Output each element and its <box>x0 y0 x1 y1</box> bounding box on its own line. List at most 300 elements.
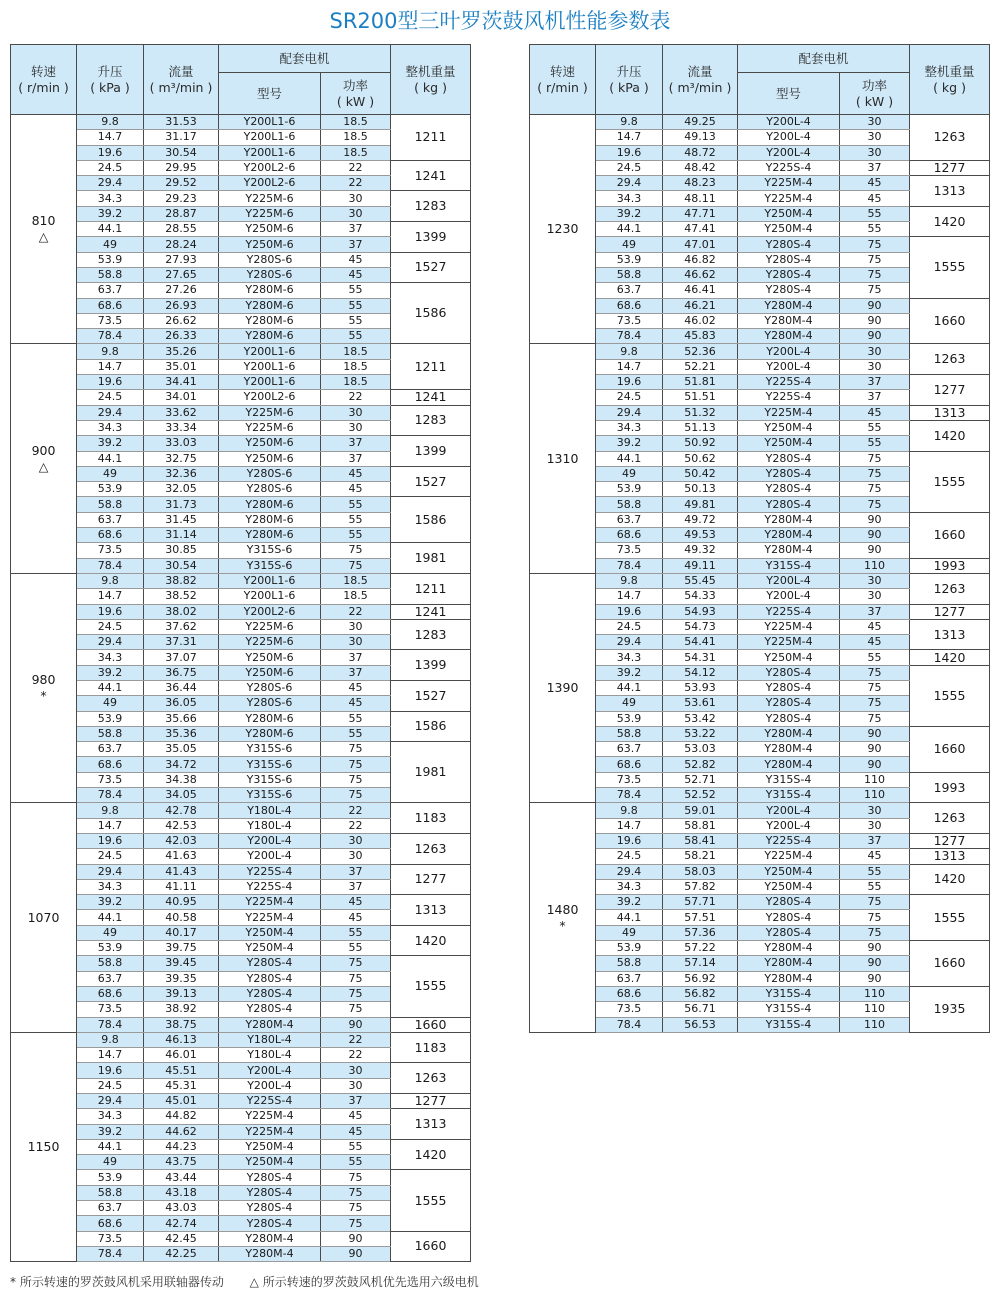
weight-cell: 1586 <box>391 283 471 344</box>
flow-cell: 36.05 <box>144 696 219 711</box>
weight-cell: 1420 <box>391 1139 471 1170</box>
flow-cell: 50.42 <box>663 466 738 481</box>
power-cell: 55 <box>321 726 391 741</box>
power-cell: 90 <box>840 726 910 741</box>
model-cell: Y280S-4 <box>738 237 840 252</box>
model-cell: Y200L-4 <box>738 359 840 374</box>
model-cell: Y225S-4 <box>219 879 321 894</box>
flow-cell: 30.85 <box>144 543 219 558</box>
flow-cell: 57.82 <box>663 879 738 894</box>
table-row <box>11 191 471 206</box>
pressure-cell: 58.8 <box>77 726 144 741</box>
power-cell: 75 <box>840 451 910 466</box>
power-cell: 22 <box>321 176 391 191</box>
table-row <box>530 298 990 313</box>
power-cell: 45 <box>321 680 391 695</box>
pressure-cell: 19.6 <box>77 375 144 390</box>
pressure-cell: 73.5 <box>596 1002 663 1017</box>
power-cell: 90 <box>840 298 910 313</box>
pressure-cell: 14.7 <box>77 1048 144 1063</box>
pressure-cell: 49 <box>596 925 663 940</box>
flow-cell: 29.95 <box>144 160 219 175</box>
pressure-cell: 9.8 <box>77 573 144 588</box>
pressure-cell: 53.9 <box>596 482 663 497</box>
flow-cell: 37.62 <box>144 619 219 634</box>
pressure-cell: 34.3 <box>77 420 144 435</box>
model-cell: Y280M-4 <box>738 329 840 344</box>
table-row <box>11 405 471 420</box>
model-cell: Y280S-4 <box>738 696 840 711</box>
pressure-cell: 44.1 <box>77 680 144 695</box>
table-row <box>11 680 471 695</box>
weight-cell: 1277 <box>910 375 990 406</box>
power-cell: 30 <box>321 833 391 848</box>
power-cell: 90 <box>840 941 910 956</box>
weight-cell: 1660 <box>391 1017 471 1032</box>
pressure-cell: 39.2 <box>596 436 663 451</box>
pressure-cell: 19.6 <box>596 833 663 848</box>
pressure-cell: 73.5 <box>596 772 663 787</box>
model-cell: Y280S-4 <box>738 497 840 512</box>
model-cell: Y280M-4 <box>738 956 840 971</box>
table-row <box>530 604 990 619</box>
flow-cell: 28.87 <box>144 206 219 221</box>
power-cell: 90 <box>840 971 910 986</box>
model-cell: Y280M-4 <box>738 528 840 543</box>
weight-cell: 1263 <box>391 1063 471 1094</box>
header-model: 型号 <box>738 73 840 115</box>
power-cell: 90 <box>840 757 910 772</box>
pressure-cell: 29.4 <box>77 864 144 879</box>
model-cell: Y280M-4 <box>738 512 840 527</box>
flow-cell: 52.82 <box>663 757 738 772</box>
table-row <box>530 726 990 741</box>
pressure-cell: 78.4 <box>77 1017 144 1032</box>
model-cell: Y200L-4 <box>738 145 840 160</box>
pressure-cell: 44.1 <box>77 910 144 925</box>
flow-cell: 35.26 <box>144 344 219 359</box>
power-cell: 22 <box>321 160 391 175</box>
model-cell: Y200L1-6 <box>219 130 321 145</box>
model-cell: Y280M-6 <box>219 497 321 512</box>
flow-cell: 34.41 <box>144 375 219 390</box>
power-cell: 110 <box>840 788 910 803</box>
flow-cell: 56.82 <box>663 986 738 1001</box>
header-power: 功率 ( kW ) <box>321 73 391 115</box>
pressure-cell: 68.6 <box>596 757 663 772</box>
flow-cell: 42.25 <box>144 1246 219 1261</box>
weight-cell: 1399 <box>391 222 471 253</box>
speed-cell: 810 △ <box>11 115 77 344</box>
model-cell: Y280S-4 <box>219 971 321 986</box>
power-cell: 30 <box>321 405 391 420</box>
power-cell: 90 <box>840 543 910 558</box>
power-cell: 75 <box>840 910 910 925</box>
pressure-cell: 39.2 <box>77 206 144 221</box>
pressure-cell: 44.1 <box>77 1139 144 1154</box>
pressure-cell: 24.5 <box>77 160 144 175</box>
pressure-cell: 39.2 <box>596 206 663 221</box>
flow-cell: 43.03 <box>144 1201 219 1216</box>
flow-cell: 44.82 <box>144 1109 219 1124</box>
model-cell: Y225M-6 <box>219 420 321 435</box>
power-cell: 75 <box>321 1170 391 1185</box>
flow-cell: 48.11 <box>663 191 738 206</box>
flow-cell: 30.54 <box>144 145 219 160</box>
pressure-cell: 39.2 <box>596 895 663 910</box>
model-cell: Y250M-4 <box>738 879 840 894</box>
weight-cell: 1277 <box>910 604 990 619</box>
power-cell: 37 <box>321 650 391 665</box>
table-row <box>11 1063 471 1078</box>
model-cell: Y200L-4 <box>219 833 321 848</box>
model-cell: Y280S-4 <box>738 895 840 910</box>
power-cell: 90 <box>321 1246 391 1261</box>
flow-cell: 58.41 <box>663 833 738 848</box>
power-cell: 110 <box>840 986 910 1001</box>
power-cell: 30 <box>321 619 391 634</box>
table-row <box>11 956 471 971</box>
model-cell: Y280M-4 <box>738 971 840 986</box>
table-row <box>11 115 471 130</box>
table-row <box>11 895 471 910</box>
model-cell: Y200L-4 <box>738 344 840 359</box>
power-cell: 110 <box>840 1017 910 1032</box>
model-cell: Y280S-6 <box>219 680 321 695</box>
model-cell: Y280S-6 <box>219 466 321 481</box>
pressure-cell: 29.4 <box>77 1094 144 1109</box>
flow-cell: 54.33 <box>663 589 738 604</box>
model-cell: Y250M-4 <box>738 222 840 237</box>
model-cell: Y200L1-6 <box>219 573 321 588</box>
pressure-cell: 24.5 <box>77 849 144 864</box>
flow-cell: 46.82 <box>663 252 738 267</box>
model-cell: Y225S-4 <box>219 1094 321 1109</box>
pressure-cell: 29.4 <box>596 864 663 879</box>
model-cell: Y250M-4 <box>219 925 321 940</box>
power-cell: 55 <box>840 206 910 221</box>
model-cell: Y200L-4 <box>738 818 840 833</box>
model-cell: Y200L-4 <box>738 573 840 588</box>
power-cell: 37 <box>321 451 391 466</box>
model-cell: Y250M-4 <box>738 420 840 435</box>
flow-cell: 40.58 <box>144 910 219 925</box>
flow-cell: 40.95 <box>144 895 219 910</box>
model-cell: Y200L1-6 <box>219 145 321 160</box>
model-cell: Y315S-6 <box>219 543 321 558</box>
pressure-cell: 78.4 <box>77 788 144 803</box>
table-row <box>11 1017 471 1032</box>
power-cell: 30 <box>321 1063 391 1078</box>
weight-cell: 1241 <box>391 390 471 405</box>
speed-cell: 980 * <box>11 573 77 802</box>
power-cell: 75 <box>321 772 391 787</box>
flow-cell: 49.13 <box>663 130 738 145</box>
weight-cell: 1277 <box>391 864 471 895</box>
flow-cell: 27.65 <box>144 267 219 282</box>
power-cell: 75 <box>321 742 391 757</box>
pressure-cell: 73.5 <box>596 543 663 558</box>
pressure-cell: 49 <box>596 696 663 711</box>
flow-cell: 28.24 <box>144 237 219 252</box>
power-cell: 75 <box>840 925 910 940</box>
table-row <box>530 451 990 466</box>
model-cell: Y280S-4 <box>738 925 840 940</box>
pressure-cell: 14.7 <box>596 359 663 374</box>
pressure-cell: 58.8 <box>77 267 144 282</box>
power-cell: 37 <box>840 390 910 405</box>
power-cell: 90 <box>321 1231 391 1246</box>
weight-cell: 1263 <box>910 573 990 604</box>
flow-cell: 34.38 <box>144 772 219 787</box>
power-cell: 55 <box>321 528 391 543</box>
weight-cell: 1283 <box>391 191 471 222</box>
power-cell: 22 <box>321 1048 391 1063</box>
header-flow: 流量 ( m³/min ) <box>144 45 219 115</box>
flow-cell: 42.78 <box>144 803 219 818</box>
flow-cell: 51.13 <box>663 420 738 435</box>
model-cell: Y225M-4 <box>738 849 840 864</box>
model-cell: Y200L1-6 <box>219 344 321 359</box>
header-pressure: 升压 ( kPa ) <box>596 45 663 115</box>
model-cell: Y250M-6 <box>219 451 321 466</box>
model-cell: Y315S-4 <box>738 1017 840 1032</box>
model-cell: Y280M-4 <box>219 1231 321 1246</box>
weight-cell: 1981 <box>391 742 471 803</box>
flow-cell: 42.74 <box>144 1216 219 1231</box>
pressure-cell: 68.6 <box>77 757 144 772</box>
flow-cell: 38.75 <box>144 1017 219 1032</box>
flow-cell: 34.72 <box>144 757 219 772</box>
footnote-triangle: △ 所示转速的罗茨鼓风机优先选用六级电机 <box>249 1275 479 1289</box>
power-cell: 45 <box>321 910 391 925</box>
flow-cell: 26.93 <box>144 298 219 313</box>
model-cell: Y280M-6 <box>219 283 321 298</box>
model-cell: Y280S-6 <box>219 267 321 282</box>
model-cell: Y280S-4 <box>219 1185 321 1200</box>
table-row <box>530 665 990 680</box>
flow-cell: 42.45 <box>144 1231 219 1246</box>
flow-cell: 48.72 <box>663 145 738 160</box>
flow-cell: 27.93 <box>144 252 219 267</box>
power-cell: 22 <box>321 803 391 818</box>
power-cell: 45 <box>321 466 391 481</box>
pressure-cell: 39.2 <box>77 665 144 680</box>
model-cell: Y200L-4 <box>219 849 321 864</box>
power-cell: 75 <box>321 971 391 986</box>
model-cell: Y280M-4 <box>738 742 840 757</box>
flow-cell: 54.41 <box>663 635 738 650</box>
pressure-cell: 58.8 <box>596 726 663 741</box>
pressure-cell: 49 <box>596 237 663 252</box>
flow-cell: 29.52 <box>144 176 219 191</box>
model-cell: Y250M-4 <box>738 650 840 665</box>
table-row <box>530 941 990 956</box>
power-cell: 37 <box>840 160 910 175</box>
pressure-cell: 44.1 <box>596 910 663 925</box>
weight-cell: 1277 <box>391 1094 471 1109</box>
flow-cell: 38.82 <box>144 573 219 588</box>
power-cell: 55 <box>321 941 391 956</box>
power-cell: 45 <box>321 267 391 282</box>
power-cell: 30 <box>321 1078 391 1093</box>
model-cell: Y200L-4 <box>219 1078 321 1093</box>
pressure-cell: 68.6 <box>77 298 144 313</box>
model-cell: Y225M-6 <box>219 619 321 634</box>
flow-cell: 41.43 <box>144 864 219 879</box>
model-cell: Y200L1-6 <box>219 589 321 604</box>
weight-cell: 1660 <box>910 512 990 558</box>
weight-cell: 1263 <box>910 344 990 375</box>
weight-cell: 1241 <box>391 160 471 191</box>
power-cell: 37 <box>321 1094 391 1109</box>
flow-cell: 53.61 <box>663 696 738 711</box>
model-cell: Y315S-4 <box>738 772 840 787</box>
pressure-cell: 19.6 <box>596 604 663 619</box>
pressure-cell: 73.5 <box>77 543 144 558</box>
flow-cell: 27.26 <box>144 283 219 298</box>
power-cell: 110 <box>840 1002 910 1017</box>
table-row <box>530 772 990 787</box>
flow-cell: 29.23 <box>144 191 219 206</box>
table-row <box>530 344 990 359</box>
model-cell: Y280S-4 <box>738 466 840 481</box>
power-cell: 30 <box>840 359 910 374</box>
power-cell: 75 <box>840 466 910 481</box>
power-cell: 55 <box>321 283 391 298</box>
flow-cell: 32.05 <box>144 482 219 497</box>
footnotes <box>10 1273 501 1290</box>
power-cell: 30 <box>840 130 910 145</box>
weight-cell: 1555 <box>910 895 990 941</box>
power-cell: 30 <box>321 206 391 221</box>
speed-cell: 1070 <box>11 803 77 1032</box>
model-cell: Y180L-4 <box>219 818 321 833</box>
pressure-cell: 68.6 <box>596 986 663 1001</box>
power-cell: 75 <box>321 1185 391 1200</box>
weight-cell: 1183 <box>391 803 471 834</box>
pressure-cell: 63.7 <box>596 742 663 757</box>
model-cell: Y250M-6 <box>219 436 321 451</box>
flow-cell: 39.13 <box>144 986 219 1001</box>
table-row <box>530 986 990 1001</box>
weight-cell: 1399 <box>391 436 471 467</box>
power-cell: 30 <box>321 849 391 864</box>
table-row <box>11 436 471 451</box>
header-model: 型号 <box>219 73 321 115</box>
model-cell: Y280M-4 <box>738 757 840 772</box>
model-cell: Y315S-6 <box>219 788 321 803</box>
model-cell: Y200L-4 <box>738 589 840 604</box>
flow-cell: 42.53 <box>144 818 219 833</box>
flow-cell: 45.31 <box>144 1078 219 1093</box>
weight-cell: 1313 <box>910 176 990 207</box>
weight-cell: 1527 <box>391 680 471 711</box>
pressure-cell: 63.7 <box>77 283 144 298</box>
power-cell: 18.5 <box>321 344 391 359</box>
model-cell: Y280S-4 <box>738 711 840 726</box>
power-cell: 55 <box>321 1139 391 1154</box>
model-cell: Y280S-4 <box>738 680 840 695</box>
pressure-cell: 53.9 <box>77 941 144 956</box>
power-cell: 30 <box>840 145 910 160</box>
pressure-cell: 9.8 <box>596 803 663 818</box>
table-row <box>530 115 990 130</box>
table-row <box>11 252 471 267</box>
power-cell: 75 <box>840 252 910 267</box>
power-cell: 37 <box>321 665 391 680</box>
weight-cell: 1313 <box>391 1109 471 1140</box>
flow-cell: 57.14 <box>663 956 738 971</box>
flow-cell: 53.22 <box>663 726 738 741</box>
weight-cell: 1263 <box>910 115 990 161</box>
speed-mark: * <box>40 688 47 704</box>
model-cell: Y200L2-6 <box>219 176 321 191</box>
pressure-cell: 58.8 <box>77 956 144 971</box>
model-cell: Y250M-4 <box>738 864 840 879</box>
power-cell: 90 <box>840 956 910 971</box>
flow-cell: 47.41 <box>663 222 738 237</box>
model-cell: Y225M-6 <box>219 405 321 420</box>
weight-cell: 1660 <box>391 1231 471 1262</box>
power-cell: 90 <box>321 1017 391 1032</box>
flow-cell: 57.71 <box>663 895 738 910</box>
flow-cell: 50.13 <box>663 482 738 497</box>
model-cell: Y225S-4 <box>219 864 321 879</box>
flow-cell: 49.81 <box>663 497 738 512</box>
pressure-cell: 44.1 <box>596 680 663 695</box>
pressure-cell: 34.3 <box>77 879 144 894</box>
pressure-cell: 24.5 <box>596 619 663 634</box>
pressure-cell: 19.6 <box>77 145 144 160</box>
table-row <box>11 711 471 726</box>
flow-cell: 56.53 <box>663 1017 738 1032</box>
table-row <box>11 1094 471 1109</box>
flow-cell: 48.42 <box>663 160 738 175</box>
pressure-cell: 68.6 <box>77 1216 144 1231</box>
power-cell: 55 <box>321 925 391 940</box>
pressure-cell: 73.5 <box>596 313 663 328</box>
pressure-cell: 19.6 <box>596 145 663 160</box>
pressure-cell: 53.9 <box>77 1170 144 1185</box>
model-cell: Y225S-4 <box>738 160 840 175</box>
flow-cell: 38.92 <box>144 1002 219 1017</box>
flow-cell: 57.51 <box>663 910 738 925</box>
power-cell: 30 <box>840 573 910 588</box>
model-cell: Y280M-4 <box>738 298 840 313</box>
flow-cell: 47.01 <box>663 237 738 252</box>
pressure-cell: 34.3 <box>596 191 663 206</box>
flow-cell: 52.21 <box>663 359 738 374</box>
flow-cell: 47.71 <box>663 206 738 221</box>
pressure-cell: 73.5 <box>77 1002 144 1017</box>
flow-cell: 58.81 <box>663 818 738 833</box>
pressure-cell: 14.7 <box>77 818 144 833</box>
header-weight: 整机重量 ( kg ) <box>910 45 990 115</box>
pressure-cell: 58.8 <box>77 497 144 512</box>
pressure-cell: 68.6 <box>77 528 144 543</box>
pressure-cell: 39.2 <box>596 665 663 680</box>
flow-cell: 51.81 <box>663 375 738 390</box>
weight-cell: 1660 <box>910 726 990 772</box>
flow-cell: 51.32 <box>663 405 738 420</box>
weight-cell: 1555 <box>910 451 990 512</box>
power-cell: 90 <box>840 528 910 543</box>
model-cell: Y200L2-6 <box>219 604 321 619</box>
model-cell: Y280M-4 <box>738 726 840 741</box>
speed-mark: * <box>559 917 566 933</box>
footnote-star: * 所示转速的罗茨鼓风机采用联轴器传动 <box>10 1275 224 1289</box>
